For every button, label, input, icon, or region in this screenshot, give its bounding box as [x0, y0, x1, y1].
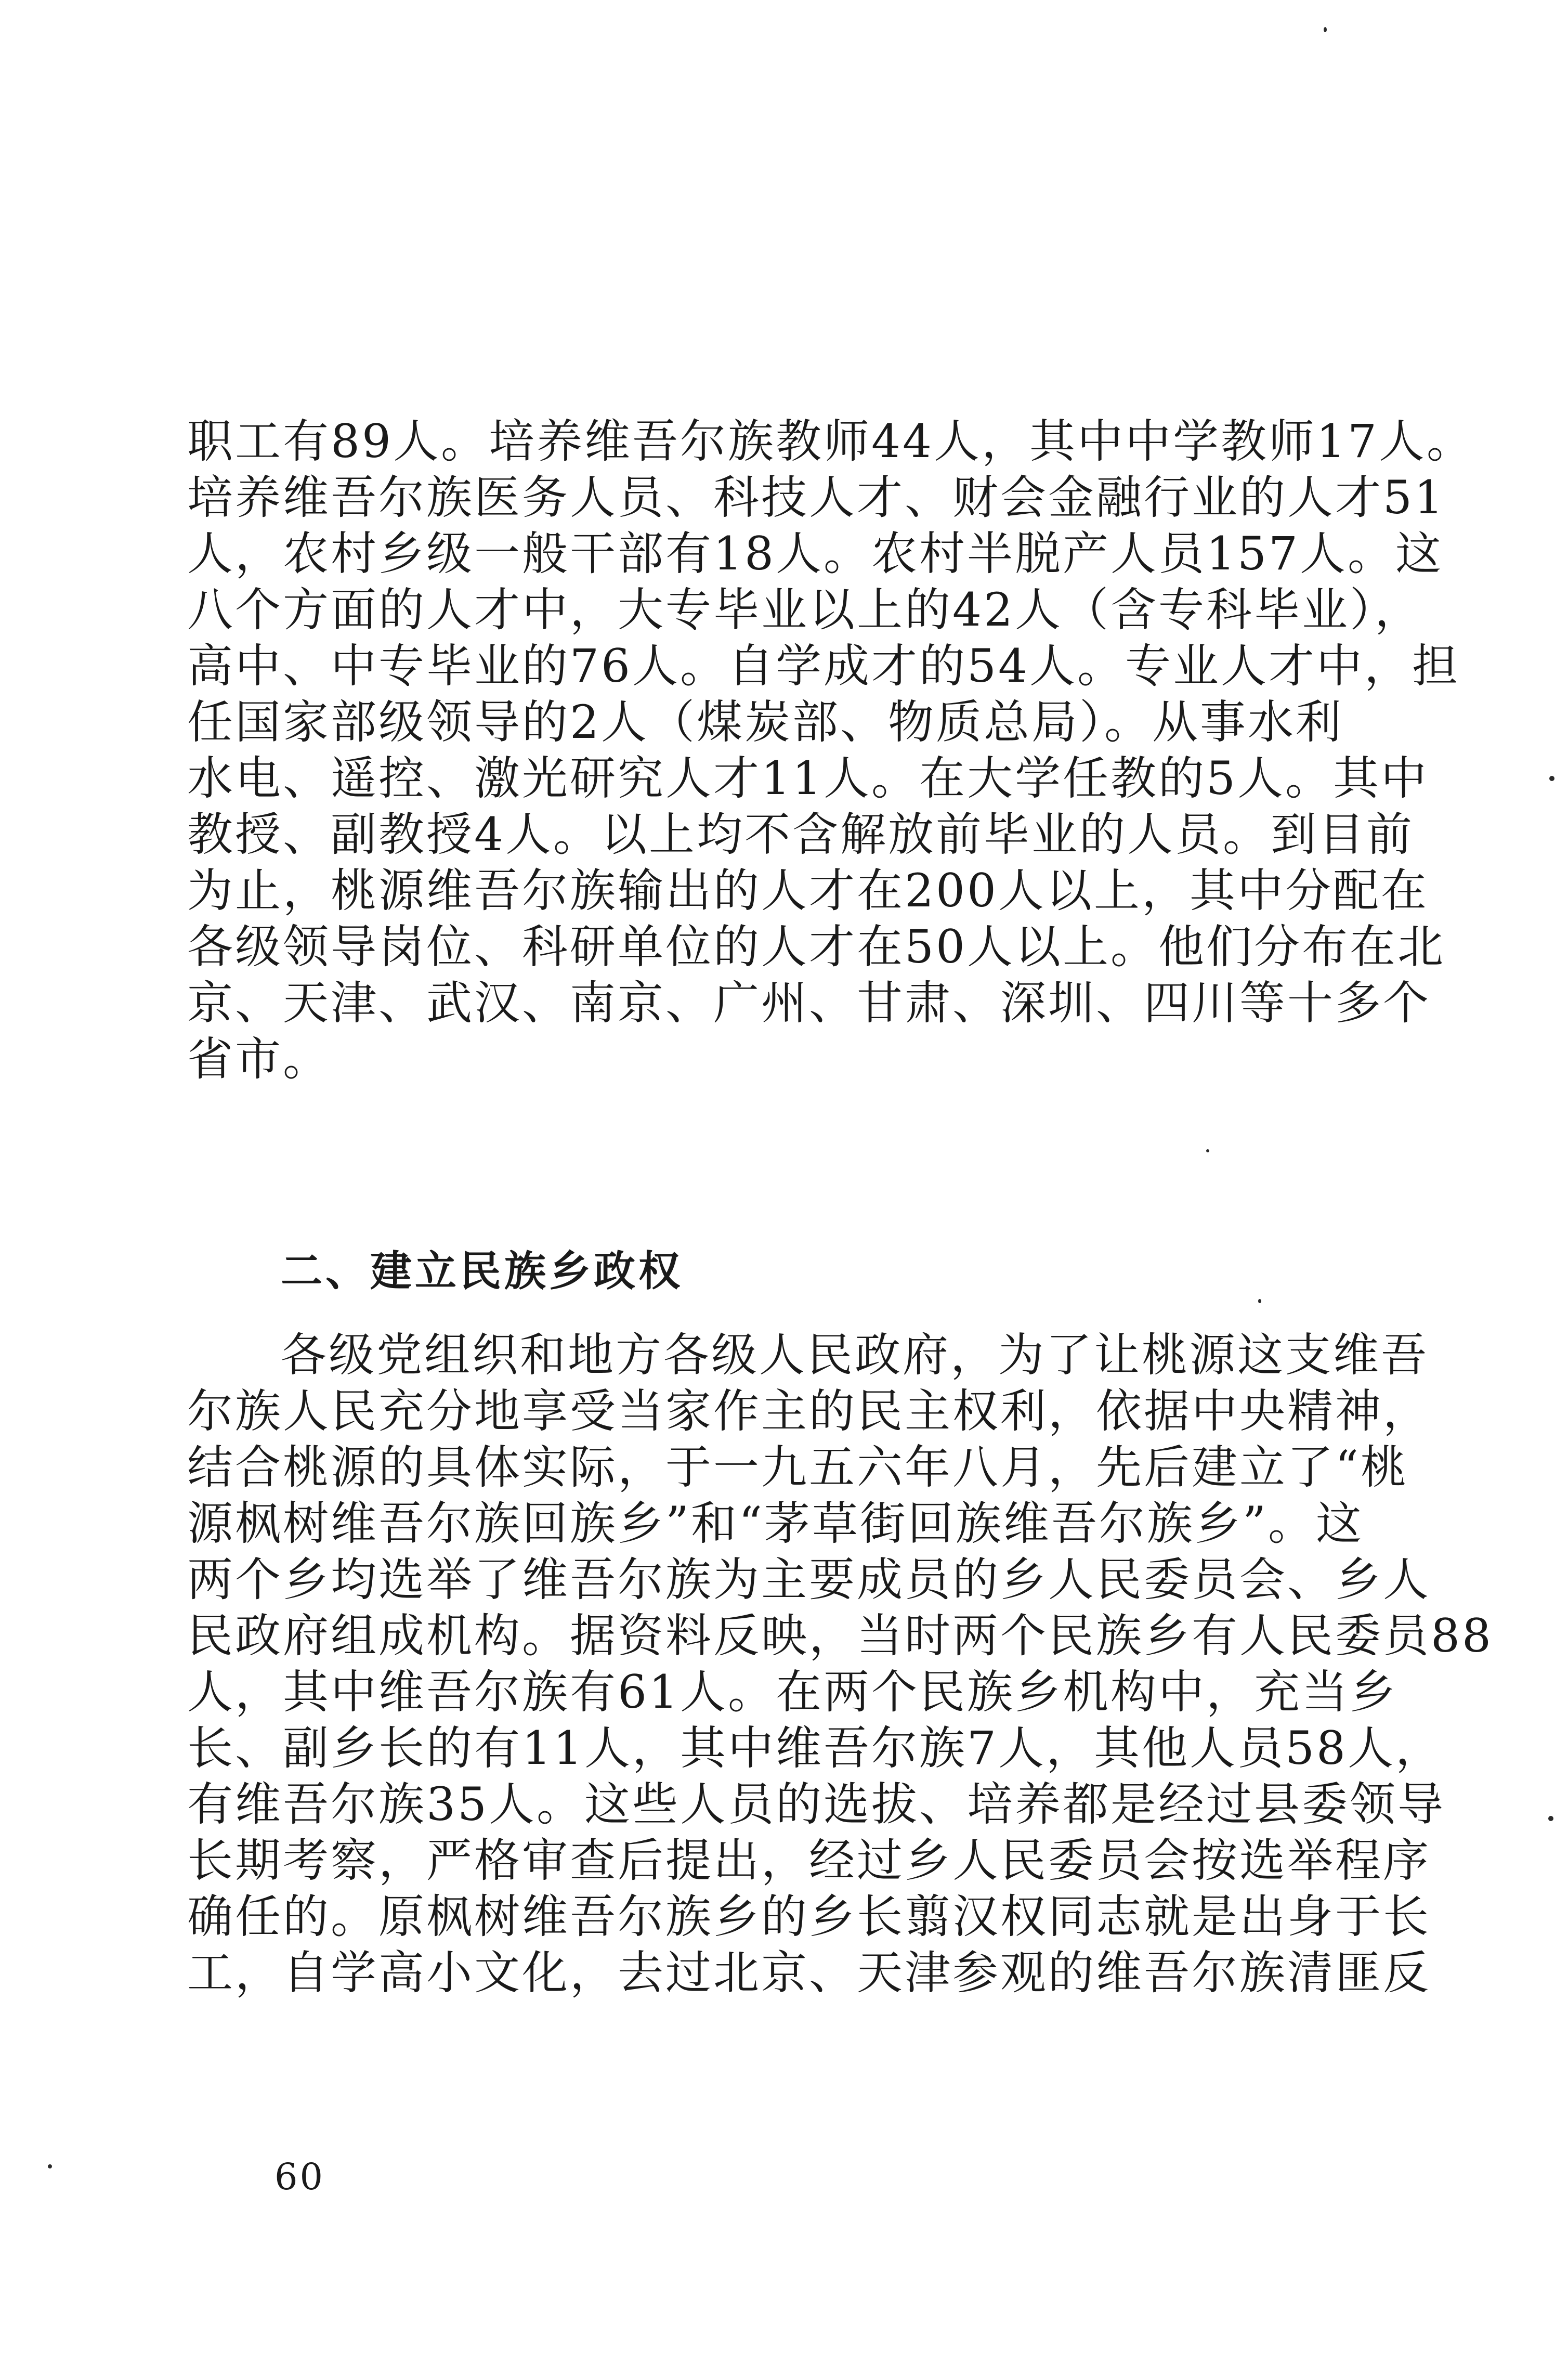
text-line: 高中、中专毕业的76人。自学成才的54人。专业人才中，担: [187, 639, 1460, 693]
scan-speck: [1324, 27, 1327, 32]
text-line: 确任的。原枫树维吾尔族乡的乡长翦汉权同志就是出身于长: [187, 1890, 1431, 1943]
text-line: 两个乡均选举了维吾尔族为主要成员的乡人民委员会、乡人: [187, 1553, 1431, 1606]
text-line: 各级党组织和地方各级人民政府，为了让桃源这支维吾: [281, 1328, 1429, 1382]
page-number: 60: [275, 2155, 325, 2198]
text-line: 各级领导岗位、科研单位的人才在50人以上。他们分布在北: [187, 920, 1445, 973]
text-line: 职工有89人。培养维吾尔族教师44人，其中中学教师17人。: [187, 414, 1474, 468]
scan-speck: [1548, 1816, 1553, 1821]
text-line: 为止，桃源维吾尔族输出的人才在200人以上，其中分配在: [187, 864, 1429, 917]
scan-speck: [1206, 1149, 1209, 1152]
scan-speck: [1549, 776, 1554, 781]
text-line: 结合桃源的具体实际，于一九五六年八月，先后建立了“桃: [187, 1440, 1408, 1494]
text-line: 任国家部级领导的2人（煤炭部、物质总局）。从事水利: [187, 695, 1343, 749]
text-line: 京、天津、武汉、南京、广州、甘肃、深圳、四川等十多个: [187, 976, 1431, 1030]
paragraph-talent-statistics: [187, 413, 1474, 1087]
section-heading: 二、建立民族乡政权: [281, 1247, 683, 1295]
text-line: 水电、遥控、激光研究人才11人。在大学任教的5人。其中: [187, 751, 1429, 805]
text-line: 尔族人民充分地享受当家作主的民主权利，依据中央精神，: [187, 1384, 1431, 1438]
text-line: 有维吾尔族35人。这些人员的选拔、培养都是经过县委领导: [187, 1777, 1445, 1831]
text-line: 长期考察，严格审查后提出，经过乡人民委员会按选举程序: [187, 1834, 1431, 1887]
text-line: 培养维吾尔族医务人员、科技人才、财会金融行业的人才51: [187, 471, 1445, 524]
text-line: 长、副乡长的有11人，其中维吾尔族7人，其他人员58人，: [187, 1721, 1443, 1775]
text-line: 教授、副教授4人。以上均不含解放前毕业的人员。到目前: [187, 808, 1414, 861]
text-line: 工，自学高小文化，去过北京、天津参观的维吾尔族清匪反: [187, 1946, 1431, 1999]
text-line: 人，农村乡级一般干部有18人。农村半脱产人员157人。这: [187, 527, 1443, 580]
text-line: 八个方面的人才中，大专毕业以上的42人（含专科毕业），: [187, 583, 1422, 637]
paragraph-ethnic-township: [187, 1327, 1493, 2001]
scan-speck: [48, 2164, 52, 2168]
text-line: 人，其中维吾尔族有61人。在两个民族乡机构中，充当乡: [187, 1665, 1397, 1719]
scan-speck: [1258, 1299, 1261, 1303]
text-line: 省市。: [187, 1032, 331, 1086]
text-line: 源枫树维吾尔族回族乡”和“茅草街回族维吾尔族乡”。这: [187, 1497, 1364, 1550]
text-line: 民政府组成机构。据资料反映，当时两个民族乡有人民委员88: [187, 1609, 1493, 1662]
